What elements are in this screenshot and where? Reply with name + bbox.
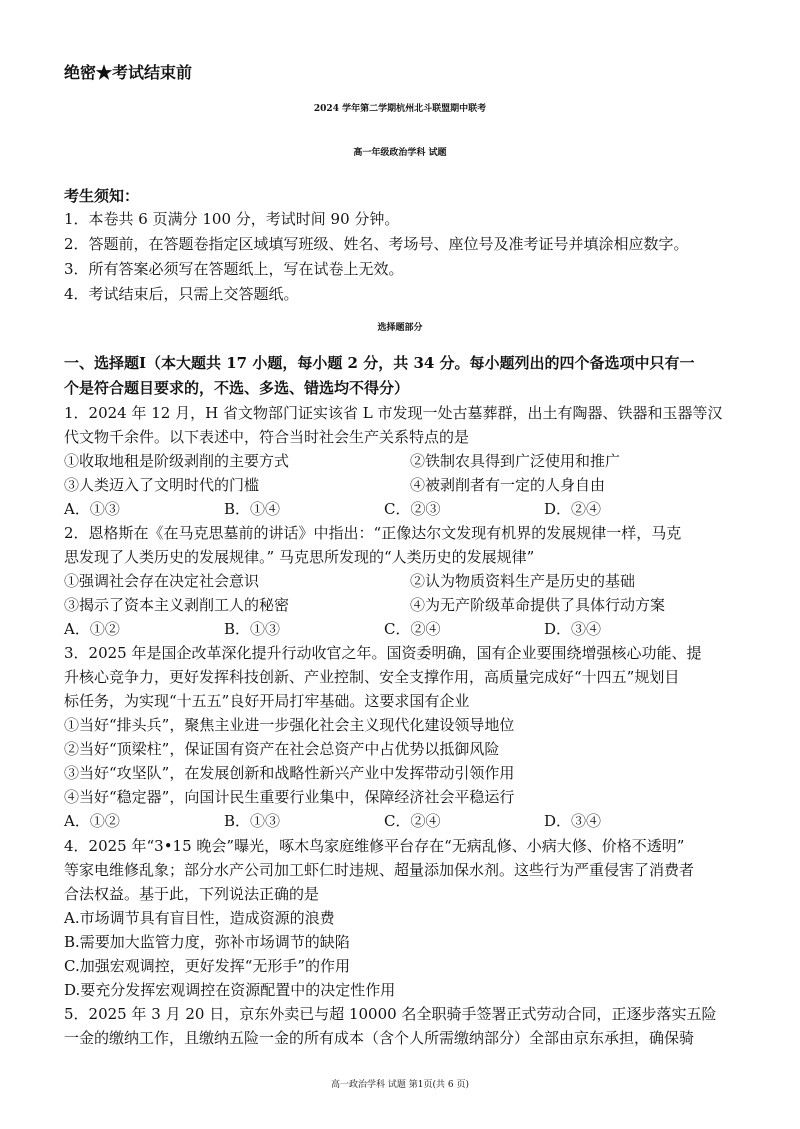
question-3-stem: 标任务，为实现“十五五”良好开局打牢基础。这要求国有企业: [64, 692, 470, 710]
q1-option-b: B．①④: [224, 500, 281, 518]
notice-item: 1．本卷共 6 页满分 100 分，考试时间 90 分钟。: [64, 210, 400, 228]
q2-option-c: C．②④: [384, 620, 441, 638]
question-4-stem: 等家电维修乱象；部分水产公司加工虾仁时违规、超量添加保水剂。这些行为严重侵害了消费者: [64, 861, 695, 879]
q1-statement-3: ③人类迈入了文明时代的门槛: [64, 476, 260, 494]
q1-option-a: A．①③: [64, 500, 120, 518]
q1-option-c: C．②③: [384, 500, 441, 518]
section-instructions: 一、选择题Ⅰ（本大题共 17 小题，每小题 2 分，共 34 分。每小题列出的四个备选项中只有一: [64, 354, 695, 372]
q3-option-d: D．③④: [544, 812, 602, 830]
q4-option-a: A.市场调节具有盲目性，造成资源的浪费: [64, 909, 335, 927]
notice-item: 3．所有答案必须写在答题纸上，写在试卷上无效。: [64, 260, 404, 278]
question-2-stem: 2．恩格斯在《在马克思墓前的讲话》中指出：“正像达尔文发现有机界的发展规律一样，马克: [64, 524, 682, 542]
exam-subtitle: 高一年级政治学科 试题: [353, 148, 447, 158]
notice-item: 2．答题前，在答题卷指定区域填写班级、姓名、考场号、座位号及准考证号并填涂相应数字。: [64, 235, 689, 253]
q2-option-a: A．①②: [64, 620, 120, 638]
question-3-stem: 升核心竞争力，更好发挥科技创新、产业控制、安全支撑作用，高质量完成好“十四五”规划目: [64, 668, 680, 686]
question-1-stem: 1．2024 年 12 月，H 省文物部门证实该省 L 市发现一处古墓葬群，出土有陶器、铁器和玉器等汉: [64, 404, 723, 422]
notice-item: 4．考试结束后，只需上交答题纸。: [64, 285, 299, 303]
q1-statement-2: ②铁制农具得到广泛使用和推广: [410, 452, 621, 470]
question-5-stem: 5．2025 年 3 月 20 日，京东外卖已与超 10000 名全职骑手签署正式劳动合同，正逐步落实五险: [64, 1005, 717, 1023]
exam-title: 2024 学年第二学期杭州北斗联盟期中联考: [313, 104, 487, 114]
q2-statement-3: ③揭示了资本主义剥削工人的秘密: [64, 596, 290, 614]
q2-statement-2: ②认为物质资料生产是历史的基础: [410, 572, 636, 590]
q1-statement-4: ④被剥削者有一定的人身自由: [410, 476, 606, 494]
question-4-stem: 4．2025 年“3•15 晚会”曝光，啄木鸟家庭维修平台存在“无病乱修、小病大修、价格不透明”: [64, 837, 685, 855]
section-title: 选择题部分: [377, 323, 423, 333]
notice-heading: 考生须知：: [64, 187, 140, 205]
q3-statement-1: ①当好“排头兵”，聚焦主业进一步强化社会主义现代化建设领导地位: [64, 716, 515, 734]
q2-option-d: D．③④: [544, 620, 602, 638]
q3-statement-2: ②当好“顶梁柱”，保证国有资产在社会总资产中占优势以抵御风险: [64, 740, 500, 758]
secret-label: 绝密★考试结束前: [64, 63, 193, 82]
q3-option-c: C．②④: [384, 812, 441, 830]
q4-option-b: B.需要加大监管力度，弥补市场调节的缺陷: [64, 933, 350, 951]
question-1-stem: 代文物千余件。以下表述中，符合当时社会生产关系特点的是: [64, 428, 470, 446]
q4-option-d: D.要充分发挥宏观调控在资源配置中的决定性作用: [64, 981, 396, 999]
question-2-stem: 思发现了人类历史的发展规律。” 马克思所发现的“人类历史的发展规律”: [64, 548, 535, 566]
q1-option-d: D．②④: [544, 500, 602, 518]
q3-statement-4: ④当好“稳定器”，向国计民生重要行业集中，保障经济社会平稳运行: [64, 788, 515, 806]
q2-option-b: B．①③: [224, 620, 281, 638]
q2-statement-4: ④为无产阶级革命提供了具体行动方案: [410, 596, 666, 614]
page-footer: 高一政治学科 试题 第1页(共 6 页): [331, 1080, 469, 1090]
section-instructions: 个是符合题目要求的，不选、多选、错选均不得分）: [64, 379, 410, 397]
q3-option-b: B．①③: [224, 812, 281, 830]
q3-statement-3: ③当好“攻坚队”，在发展创新和战略性新兴产业中发挥带动引领作用: [64, 764, 515, 782]
q1-statement-1: ①收取地租是阶级剥削的主要方式: [64, 452, 290, 470]
question-5-stem: 一金的缴纳工作，且缴纳五险一金的所有成本（含个人所需缴纳部分）全部由京东承担，确保骑: [64, 1029, 695, 1047]
q4-option-c: C.加强宏观调控，更好发挥“无形手”的作用: [64, 957, 351, 975]
q2-statement-1: ①强调社会存在决定社会意识: [64, 572, 260, 590]
q3-option-a: A．①②: [64, 812, 120, 830]
question-3-stem: 3．2025 年是国企改革深化提升行动收官之年。国资委明确，国有企业要围绕增强核心功能、提: [64, 644, 702, 662]
question-4-stem: 合法权益。基于此，下列说法正确的是: [64, 885, 320, 903]
